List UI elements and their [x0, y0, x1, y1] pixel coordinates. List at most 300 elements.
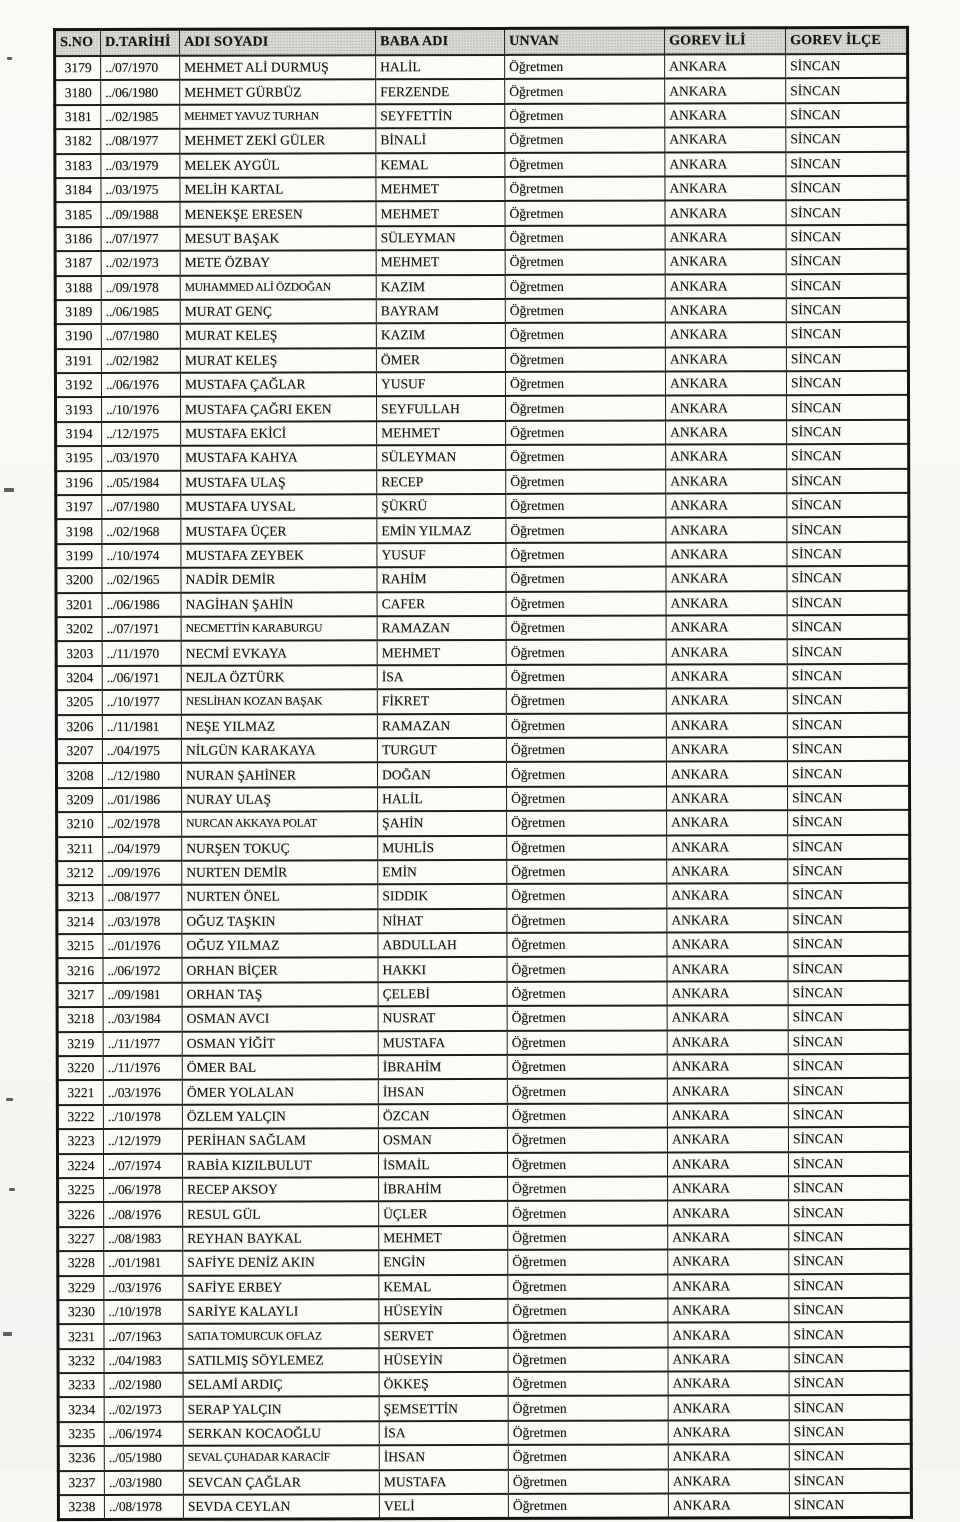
cell-gorev-ili: ANKARA [666, 420, 787, 445]
cell-baba-adi: MUSTAFA [379, 1470, 508, 1495]
cell-unvan: Öğretmen [505, 323, 665, 348]
cell-gorev-ilce: SİNCAN [786, 103, 908, 128]
cell-baba-adi: SÜLEYMAN [376, 226, 505, 251]
cell-adi-soyadi: OSMAN YİĞİT [182, 1031, 378, 1056]
cell-gorev-ili: ANKARA [666, 591, 787, 616]
cell-dtarihi: ../07/1977 [101, 227, 180, 252]
cell-adi-soyadi: ÖMER BAL [182, 1055, 378, 1080]
cell-adi-soyadi: MUSTAFA UYSAL [181, 494, 377, 519]
table-row [58, 1225, 911, 1252]
cell-adi-soyadi: SERKAN KOCAOĞLU [183, 1421, 379, 1446]
cell-gorev-ilce: SİNCAN [788, 1151, 910, 1176]
cell-unvan: Öğretmen [507, 1079, 667, 1104]
cell-sno: 3235 [58, 1422, 104, 1447]
cell-sno: 3216 [57, 958, 103, 983]
cell-gorev-ili: ANKARA [667, 1030, 788, 1055]
cell-gorev-ilce: SİNCAN [787, 712, 909, 737]
cell-gorev-ilce: SİNCAN [787, 737, 909, 762]
cell-dtarihi: ../09/1978 [101, 275, 180, 300]
cell-unvan: Öğretmen [507, 884, 667, 909]
cell-dtarihi: ../10/1977 [102, 690, 181, 715]
cell-gorev-ili: ANKARA [666, 713, 787, 738]
cell-gorev-ili: ANKARA [665, 298, 786, 323]
cell-adi-soyadi: REYHAN BAYKAL [183, 1226, 379, 1251]
cell-gorev-ilce: SİNCAN [788, 1030, 910, 1055]
cell-sno: 3231 [58, 1324, 104, 1349]
cell-sno: 3206 [56, 715, 102, 740]
cell-baba-adi: RAMAZAN [377, 616, 506, 641]
cell-unvan: Öğretmen [505, 274, 665, 299]
table-row [55, 151, 908, 178]
cell-sno: 3226 [58, 1202, 104, 1227]
cell-baba-adi: KAZIM [376, 274, 505, 299]
cell-sno: 3234 [58, 1397, 104, 1422]
cell-unvan: Öğretmen [506, 567, 666, 592]
cell-unvan: Öğretmen [506, 664, 666, 689]
cell-baba-adi: ÖMER [376, 348, 505, 373]
cell-baba-adi: NUSRAT [378, 1006, 507, 1031]
cell-unvan: Öğretmen [507, 1128, 667, 1153]
cell-sno: 3183 [55, 154, 101, 179]
cell-dtarihi: ../02/1985 [101, 105, 180, 130]
cell-baba-adi: RAHİM [377, 567, 506, 592]
table-row [58, 1347, 911, 1374]
cell-gorev-ili: ANKARA [667, 908, 788, 933]
cell-gorev-ili: ANKARA [668, 1176, 789, 1201]
cell-gorev-ili: ANKARA [668, 1323, 789, 1348]
cell-adi-soyadi: MELEK AYGÜL [180, 153, 376, 178]
cell-gorev-ilce: SİNCAN [789, 1371, 911, 1396]
table-row [56, 688, 909, 715]
cell-dtarihi: ../05/1980 [104, 1446, 183, 1471]
cell-adi-soyadi: NURCAN AKKAYA POLAT [182, 811, 378, 836]
cell-gorev-ili: ANKARA [665, 103, 786, 128]
cell-gorev-ili: ANKARA [666, 762, 787, 787]
table-row [57, 1030, 910, 1057]
cell-dtarihi: ../06/1985 [101, 300, 180, 325]
cell-baba-adi: KEMAL [376, 153, 505, 178]
cell-dtarihi: ../01/1981 [104, 1251, 183, 1276]
cell-sno: 3223 [57, 1129, 103, 1154]
cell-unvan: Öğretmen [507, 1055, 667, 1080]
cell-sno: 3197 [56, 495, 102, 520]
cell-baba-adi: OSMAN [378, 1128, 507, 1153]
cell-gorev-ilce: SİNCAN [787, 444, 909, 469]
cell-dtarihi: ../07/1980 [102, 495, 181, 520]
table-row [56, 590, 909, 617]
cell-adi-soyadi: MELİH KARTAL [180, 177, 376, 202]
cell-gorev-ilce: SİNCAN [788, 1127, 910, 1152]
cell-gorev-ili: ANKARA [666, 688, 787, 713]
cell-gorev-ili: ANKARA [667, 932, 788, 957]
cell-gorev-ilce: SİNCAN [789, 1469, 911, 1494]
cell-sno: 3195 [56, 446, 102, 471]
cell-adi-soyadi: SARİYE KALAYLI [183, 1299, 379, 1324]
cell-gorev-ilce: SİNCAN [786, 54, 908, 79]
cell-unvan: Öğretmen [506, 616, 666, 641]
cell-dtarihi: ../07/1980 [101, 324, 180, 349]
cell-dtarihi: ../08/1977 [101, 129, 180, 154]
cell-adi-soyadi: SATILMIŞ SÖYLEMEZ [183, 1348, 379, 1373]
cell-baba-adi: TURGUT [377, 738, 506, 763]
cell-dtarihi: ../09/1976 [103, 861, 182, 886]
cell-gorev-ilce: SİNCAN [786, 298, 908, 323]
cell-adi-soyadi: NECMİ EVKAYA [181, 641, 377, 666]
cell-sno: 3202 [56, 617, 102, 642]
cell-gorev-ilce: SİNCAN [787, 615, 909, 640]
cell-sno: 3199 [56, 544, 102, 569]
cell-baba-adi: HÜSEYİN [379, 1299, 508, 1324]
cell-sno: 3205 [56, 690, 102, 715]
cell-adi-soyadi: SATIA TOMURCUK OFLAZ [183, 1324, 379, 1349]
cell-dtarihi: ../04/1975 [102, 739, 181, 764]
table-row [57, 1103, 910, 1130]
table-row [58, 1273, 911, 1300]
cell-unvan: Öğretmen [508, 1347, 668, 1372]
cell-dtarihi: ../03/1975 [101, 178, 180, 203]
cell-adi-soyadi: SERAP YALÇIN [183, 1397, 379, 1422]
cell-gorev-ili: ANKARA [666, 737, 787, 762]
cell-gorev-ili: ANKARA [666, 518, 787, 543]
cell-adi-soyadi: NURŞEN TOKUÇ [182, 836, 378, 861]
cell-gorev-ili: ANKARA [668, 1371, 789, 1396]
cell-adi-soyadi: NİLGÜN KARAKAYA [181, 738, 377, 763]
cell-sno: 3189 [55, 300, 101, 325]
cell-sno: 3192 [55, 373, 101, 398]
cell-dtarihi: ../04/1983 [104, 1348, 183, 1373]
cell-gorev-ili: ANKARA [665, 274, 786, 299]
cell-dtarihi: ../02/1973 [104, 1397, 183, 1422]
cell-baba-adi: HAKKI [378, 957, 507, 982]
table-row [57, 1151, 910, 1178]
cell-dtarihi: ../08/1983 [104, 1227, 183, 1252]
cell-sno: 3184 [55, 178, 101, 203]
cell-sno: 3198 [56, 519, 102, 544]
table-row [57, 859, 910, 886]
cell-sno: 3191 [55, 349, 101, 374]
cell-dtarihi: ../10/1976 [102, 397, 181, 422]
cell-unvan: Öğretmen [508, 1420, 668, 1445]
cell-gorev-ilce: SİNCAN [786, 127, 908, 152]
cell-gorev-ili: ANKARA [667, 835, 788, 860]
cell-baba-adi: VELİ [379, 1494, 508, 1519]
cell-unvan: Öğretmen [508, 1201, 668, 1226]
table-row [55, 200, 908, 227]
cell-dtarihi: ../06/1978 [104, 1178, 183, 1203]
personnel-table-container [53, 26, 913, 1522]
cell-adi-soyadi: NAGİHAN ŞAHİN [181, 592, 377, 617]
cell-gorev-ilce: SİNCAN [786, 347, 908, 372]
cell-baba-adi: NİHAT [378, 909, 507, 934]
cell-unvan: Öğretmen [506, 689, 666, 714]
cell-gorev-ili: ANKARA [666, 664, 787, 689]
cell-adi-soyadi: MUSTAFA KAHYA [181, 446, 377, 471]
cell-baba-adi: İSA [379, 1421, 508, 1446]
table-row [56, 395, 909, 422]
cell-dtarihi: ../02/1973 [101, 251, 180, 276]
table-row [55, 225, 908, 252]
cell-baba-adi: İSA [377, 665, 506, 690]
cell-adi-soyadi: NURTEN ÖNEL [182, 885, 378, 910]
cell-adi-soyadi: ÖZLEM YALÇIN [182, 1104, 378, 1129]
table-row [55, 347, 908, 374]
cell-dtarihi: ../02/1965 [102, 568, 181, 593]
cell-dtarihi: ../12/1980 [102, 763, 181, 788]
cell-unvan: Öğretmen [506, 445, 666, 470]
cell-gorev-ili: ANKARA [666, 615, 787, 640]
table-row [56, 517, 909, 544]
cell-dtarihi: ../02/1982 [101, 348, 180, 373]
cell-adi-soyadi: RECEP AKSOY [183, 1177, 379, 1202]
cell-baba-adi: DOĞAN [377, 762, 506, 787]
cell-dtarihi: ../06/1976 [101, 373, 180, 398]
cell-gorev-ilce: SİNCAN [786, 200, 908, 225]
table-row [57, 956, 910, 983]
cell-gorev-ili: ANKARA [667, 1152, 788, 1177]
cell-gorev-ilce: SİNCAN [786, 151, 908, 176]
table-row [57, 1054, 910, 1081]
cell-gorev-ilce: SİNCAN [786, 176, 908, 201]
cell-unvan: Öğretmen [505, 201, 665, 226]
cell-sno: 3238 [58, 1495, 104, 1520]
cell-baba-adi: MUSTAFA [378, 1031, 507, 1056]
cell-unvan: Öğretmen [507, 1030, 667, 1055]
cell-gorev-ili: ANKARA [665, 176, 786, 201]
cell-unvan: Öğretmen [506, 518, 666, 543]
cell-gorev-ilce: SİNCAN [786, 249, 908, 274]
cell-adi-soyadi: OĞUZ TAŞKIN [182, 909, 378, 934]
cell-unvan: Öğretmen [505, 55, 665, 80]
table-row [56, 542, 909, 569]
cell-gorev-ilce: SİNCAN [788, 932, 910, 957]
cell-baba-adi: BAYRAM [376, 299, 505, 324]
cell-adi-soyadi: SEVAL ÇUHADAR KARACİF [183, 1446, 379, 1471]
cell-baba-adi: ÇELEBİ [378, 982, 507, 1007]
cell-dtarihi: ../03/1984 [103, 1007, 182, 1032]
cell-gorev-ili: ANKARA [666, 493, 787, 518]
header-baba-adi: BABA ADI [376, 28, 505, 55]
cell-adi-soyadi: MUSTAFA ÜÇER [181, 519, 377, 544]
header-unvan: UNVAN [505, 28, 665, 55]
cell-gorev-ilce: SİNCAN [788, 834, 910, 859]
cell-sno: 3222 [57, 1105, 103, 1130]
cell-sno: 3200 [56, 568, 102, 593]
header-row [55, 27, 908, 56]
cell-gorev-ilce: SİNCAN [787, 395, 909, 420]
cell-baba-adi: BİNALİ [376, 128, 505, 153]
cell-gorev-ili: ANKARA [665, 347, 786, 372]
cell-unvan: Öğretmen [505, 298, 665, 323]
cell-gorev-ili: ANKARA [667, 786, 788, 811]
cell-gorev-ili: ANKARA [665, 371, 786, 396]
cell-baba-adi: MEHMET [376, 201, 505, 226]
cell-sno: 3227 [58, 1227, 104, 1252]
cell-baba-adi: İBRAHİM [379, 1177, 508, 1202]
cell-adi-soyadi: SAFİYE ERBEY [183, 1275, 379, 1300]
cell-dtarihi: ../03/1976 [104, 1275, 183, 1300]
cell-unvan: Öğretmen [508, 1250, 668, 1275]
cell-adi-soyadi: MUSTAFA ÇAĞRI EKEN [181, 397, 377, 422]
cell-unvan: Öğretmen [505, 250, 665, 275]
cell-dtarihi: ../07/1971 [102, 617, 181, 642]
cell-baba-adi: CAFER [377, 592, 506, 617]
cell-unvan: Öğretmen [508, 1494, 668, 1519]
cell-adi-soyadi: NECMETTİN KARABURGU [181, 616, 377, 641]
cell-dtarihi: ../06/1986 [102, 592, 181, 617]
cell-dtarihi: ../03/1979 [101, 153, 180, 178]
cell-baba-adi: FİKRET [377, 689, 506, 714]
cell-sno: 3181 [55, 105, 101, 130]
cell-sno: 3236 [58, 1446, 104, 1471]
cell-gorev-ilce: SİNCAN [789, 1200, 911, 1225]
table-row [56, 664, 909, 691]
cell-sno: 3186 [55, 227, 101, 252]
cell-gorev-ilce: SİNCAN [787, 517, 909, 542]
cell-sno: 3230 [58, 1300, 104, 1325]
cell-gorev-ilce: SİNCAN [789, 1322, 911, 1347]
cell-unvan: Öğretmen [508, 1372, 668, 1397]
cell-dtarihi: ../03/1978 [103, 909, 182, 934]
cell-sno: 3204 [56, 666, 102, 691]
cell-baba-adi: ENGİN [379, 1250, 508, 1275]
table-row [56, 493, 909, 520]
cell-gorev-ili: ANKARA [668, 1249, 789, 1274]
cell-adi-soyadi: ÖMER YOLALAN [182, 1080, 378, 1105]
cell-adi-soyadi: MESUT BAŞAK [180, 226, 376, 251]
table-row [56, 469, 909, 496]
cell-baba-adi: KEMAL [379, 1274, 508, 1299]
table-row [56, 444, 909, 471]
cell-gorev-ilce: SİNCAN [789, 1347, 911, 1372]
cell-unvan: Öğretmen [506, 494, 666, 519]
cell-baba-adi: EMİN YILMAZ [377, 518, 506, 543]
cell-dtarihi: ../02/1978 [103, 812, 182, 837]
table-row [55, 127, 908, 154]
cell-gorev-ilce: SİNCAN [788, 1078, 910, 1103]
cell-baba-adi: HÜSEYİN [379, 1348, 508, 1373]
table-row [57, 908, 910, 935]
cell-sno: 3218 [57, 1007, 103, 1032]
cell-unvan: Öğretmen [507, 1006, 667, 1031]
cell-gorev-ili: ANKARA [668, 1469, 789, 1494]
cell-baba-adi: EMİN [378, 860, 507, 885]
cell-sno: 3179 [55, 56, 101, 81]
cell-unvan: Öğretmen [505, 79, 665, 104]
cell-dtarihi: ../06/1980 [101, 80, 180, 105]
cell-gorev-ilce: SİNCAN [787, 590, 909, 615]
cell-sno: 3221 [57, 1080, 103, 1105]
cell-gorev-ili: ANKARA [668, 1225, 789, 1250]
cell-gorev-ili: ANKARA [667, 1079, 788, 1104]
cell-baba-adi: MEHMET [377, 640, 506, 665]
cell-sno: 3229 [58, 1276, 104, 1301]
table-row [55, 273, 908, 300]
cell-adi-soyadi: RESUL GÜL [183, 1202, 379, 1227]
cell-sno: 3213 [57, 885, 103, 910]
cell-gorev-ili: ANKARA [665, 79, 786, 104]
cell-gorev-ilce: SİNCAN [789, 1273, 911, 1298]
cell-sno: 3214 [57, 910, 103, 935]
cell-unvan: Öğretmen [506, 396, 666, 421]
cell-gorev-ilce: SİNCAN [788, 956, 910, 981]
cell-gorev-ili: ANKARA [667, 810, 788, 835]
cell-baba-adi: MEHMET [376, 250, 505, 275]
cell-adi-soyadi: NURTEN DEMİR [182, 860, 378, 885]
cell-dtarihi: ../06/1974 [104, 1422, 183, 1447]
cell-unvan: Öğretmen [505, 176, 665, 201]
table-row [55, 176, 908, 203]
cell-adi-soyadi: NADİR DEMİR [181, 567, 377, 592]
cell-sno: 3193 [56, 397, 102, 422]
cell-sno: 3233 [58, 1373, 104, 1398]
cell-unvan: Öğretmen [506, 713, 666, 738]
cell-adi-soyadi: SELAMİ ARDIÇ [183, 1372, 379, 1397]
cell-adi-soyadi: NEŞE YILMAZ [181, 714, 377, 739]
cell-gorev-ili: ANKARA [668, 1493, 789, 1518]
table-row [58, 1200, 911, 1227]
header-gorev-ili: GOREV İLİ [665, 28, 786, 55]
cell-adi-soyadi: PERİHAN SAĞLAM [182, 1128, 378, 1153]
cell-unvan: Öğretmen [508, 1323, 668, 1348]
cell-baba-adi: MEHMET [376, 177, 505, 202]
cell-unvan: Öğretmen [505, 128, 665, 153]
table-row [56, 712, 909, 739]
cell-dtarihi: ../01/1986 [103, 788, 182, 813]
cell-gorev-ilce: SİNCAN [789, 1395, 911, 1420]
cell-baba-adi: HALİL [376, 55, 505, 80]
cell-dtarihi: ../10/1974 [102, 544, 181, 569]
cell-gorev-ili: ANKARA [666, 469, 787, 494]
table-row [56, 737, 909, 764]
header-gorev-ilce: GOREV İLÇE [786, 27, 908, 54]
cell-unvan: Öğretmen [506, 469, 666, 494]
table-row [56, 761, 909, 788]
cell-unvan: Öğretmen [508, 1445, 668, 1470]
cell-dtarihi: ../09/1988 [101, 202, 180, 227]
cell-gorev-ilce: SİNCAN [789, 1249, 911, 1274]
cell-gorev-ili: ANKARA [667, 1103, 788, 1128]
cell-gorev-ilce: SİNCAN [788, 859, 910, 884]
cell-sno: 3228 [58, 1251, 104, 1276]
cell-dtarihi: ../02/1980 [104, 1373, 183, 1398]
cell-adi-soyadi: NEJLA ÖZTÜRK [181, 665, 377, 690]
cell-baba-adi: RECEP [377, 470, 506, 495]
personnel-table [53, 26, 913, 1522]
cell-baba-adi: SERVET [379, 1323, 508, 1348]
cell-dtarihi: ../03/1976 [103, 1080, 182, 1105]
scan-artifact [3, 1332, 12, 1336]
cell-gorev-ilce: SİNCAN [789, 1176, 911, 1201]
cell-gorev-ilce: SİNCAN [787, 761, 909, 786]
table-row [57, 810, 910, 837]
cell-sno: 3188 [55, 276, 101, 301]
cell-gorev-ilce: SİNCAN [787, 542, 909, 567]
cell-dtarihi: ../12/1975 [102, 422, 181, 447]
cell-gorev-ilce: SİNCAN [789, 1493, 911, 1518]
cell-unvan: Öğretmen [507, 835, 667, 860]
cell-gorev-ili: ANKARA [665, 249, 786, 274]
cell-sno: 3185 [55, 202, 101, 227]
cell-baba-adi: MEHMET [377, 421, 506, 446]
table-row [56, 566, 909, 593]
cell-baba-adi: ÖKKEŞ [379, 1372, 508, 1397]
table-row [55, 103, 908, 130]
cell-baba-adi: İSMAİL [378, 1153, 507, 1178]
cell-gorev-ilce: SİNCAN [788, 1103, 910, 1128]
cell-dtarihi: ../04/1979 [103, 836, 182, 861]
table-row [58, 1298, 911, 1325]
cell-gorev-ilce: SİNCAN [788, 1054, 910, 1079]
